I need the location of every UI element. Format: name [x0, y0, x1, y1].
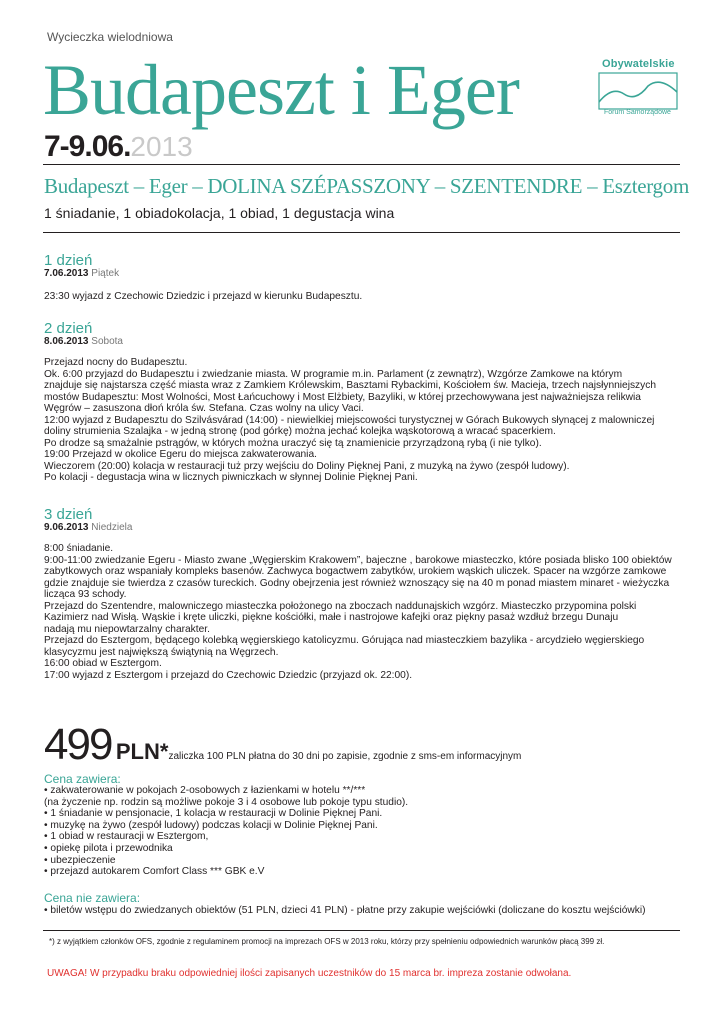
program-line: Po kolacji - degustacja wina w licznych piwniczkach w słynnej Dolinie Pięknej Pani.: [44, 472, 418, 483]
program-line: 12:00 wyjazd z Budapesztu do Szilvásvárad (14:00) - niewielkiej miejscowości turystycznej w Górach Bukowych słynącej z malowniczej: [44, 414, 655, 426]
program-line: 16:00 obiad w Esztergom.: [44, 658, 162, 669]
program-line: Przejazd do Esztergom, będącego kolebką węgierskiego katolicyzmu. Górująca nad miasteczkiem bazylika - arcydzieło węgierskiego: [44, 635, 645, 646]
trip-dates-main: 7-9.06.: [44, 130, 131, 163]
list-item: • biletów wstępu do zwiedzanych obiektów (51 PLN, dzieci 41 PLN) - płatne przy zakupie wejściówki (doliczane do kosztu wejściówki): [44, 905, 646, 916]
day-2-weekday: Sobota: [91, 336, 123, 347]
trip-dates-year: 2013: [130, 131, 193, 162]
program-line: Wieczorem (20:00) kolacja w restauracji tuż przy wejściu do Doliny Pięknej Pani, z muzyką na żywo (zespół ludowy).: [44, 460, 570, 472]
page-title: Budapeszt i Eger: [43, 50, 519, 130]
mountain-logo-icon: [598, 72, 678, 112]
list-item: • zakwaterowanie w pokojach 2-osobowych z łazienkami w hotelu **/***: [44, 785, 366, 796]
day-1-program: [44, 291, 684, 303]
day-2-heading: 2 dzień: [44, 320, 93, 337]
program-line: 19:00 Przejazd w okolice Egeru do miejsca zakwaterowania.: [44, 449, 317, 460]
day-3-date: [44, 522, 132, 533]
route-line: Budapeszt – Eger – DOLINA SZÉPASSZONY – SZENTENDRE – Esztergom: [44, 174, 689, 198]
day-2-program: [44, 357, 684, 484]
list-item: • opiekę pilota i przewodnika: [44, 842, 173, 854]
list-item: • przejazd autokarem Comfort Class *** GBK e.V: [44, 866, 265, 878]
route-divider: [43, 232, 680, 233]
program-line: zabytkowych oraz wspaniały kompleks basenów. Zachwyca bogactwem zabytków, urokiem wąskich uliczek. Spacer na wzgórze zamkowe: [44, 566, 667, 577]
header-divider: [43, 164, 680, 165]
program-line: licząca 93 schody.: [44, 589, 127, 600]
program-line: nadają mu niepowtarzalny charakter.: [44, 623, 210, 635]
program-line: Ok. 6:00 przyjazd do Budapesztu i zwiedzanie miasta. W programie m.in. Parlament (z zewnątrz), Wzgórze Zamkowe na którym: [44, 368, 623, 380]
day-3-weekday: Niedziela: [91, 522, 133, 533]
footnote: *) z wyjątkiem członków OFS, zgodnie z regulaminem promocji na imprezach OFS w 2013 roku, którzy przy spełnieniu odpowiednich warunków płacą 399 zł.: [49, 937, 605, 946]
program-line: 9:00-11:00 zwiedzanie Egeru - Miasto zwane „Węgierskim Krakowem”, bajeczne , barokowe miasteczko, które posiada blisko 100 obiektów: [44, 554, 672, 566]
list-item: • muzykę na żywo (zespół ludowy) podczas kolacji w Dolinie Pięknej Pani.: [44, 819, 378, 831]
trip-type-label: Wycieczka wielodniowa: [47, 30, 173, 44]
day-2-date: [44, 336, 123, 347]
list-item: (na życzenie np. rodzin są możliwe pokoje 3 i 4 osobowe lub pokoje typu studio).: [44, 796, 409, 808]
deposit-note: zaliczka 100 PLN płatna do 30 dni po zapisie, zgodnie z sms-em informacyjnym: [168, 751, 522, 762]
program-line: Po drodze są smażalnie pstrągów, w których można uraczyć się tą znamienicie przyrządzoną rybą (i nie tylko).: [44, 437, 542, 449]
program-line: 8:00 śniadanie.: [44, 543, 114, 554]
program-line: znajduje się najstarsza część miasta wraz z Zamkiem Królewskim, Basztami Rybackimi, Kościołem św. Macieja, trzech najsłynniejszych: [44, 380, 657, 391]
day-1-date: [44, 268, 119, 279]
price-block: [44, 720, 521, 770]
trip-dates: [44, 130, 193, 164]
program-line: 23:30 wyjazd z Czechowic Dziedzic i przejazd w kierunku Budapesztu.: [44, 291, 363, 302]
includes-list: [44, 785, 684, 878]
price-currency: PLN*: [115, 739, 169, 764]
logo-text-top: Obywatelskie: [602, 58, 675, 70]
program-line: gdzie znajduje sie twierdza z czasów tureckich. Godny obejrzenia jest również wznoszący się na 40 m ponad miastem minaret - wieżyczka: [44, 577, 670, 589]
list-item: • 1 obiad w restauracji w Esztergom,: [44, 831, 209, 843]
organizer-logo: [598, 58, 678, 122]
list-item: • ubezpieczenie: [44, 854, 116, 866]
day-1-date-value: 7.06.2013: [44, 268, 89, 279]
program-line: Węgrów – zasuszona dłoń króla św. Stefana. Czas wolny na ulicy Vaci.: [44, 403, 364, 414]
includes-heading: Cena zawiera:: [44, 772, 121, 786]
day-1-heading: 1 dzień: [44, 252, 93, 269]
program-line: klasycyzmu jest największą świątynią na Węgrzech.: [44, 646, 279, 658]
excludes-heading: Cena nie zawiera:: [44, 891, 141, 905]
day-3-date-value: 9.06.2013: [44, 522, 89, 533]
program-line: doliny strumienia Szalajka - w jedną stronę (pod górkę) można jechać kolejka wąskotorową a wracać spacerkiem.: [44, 426, 556, 437]
program-line: 17:00 wyjazd z Esztergom i przejazd do Czechowic Dziedzic (przyjazd ok. 22:00).: [44, 669, 413, 681]
cancellation-warning: UWAGA! W przypadku braku odpowiedniej ilości zapisanych uczestników do 15 marca br. impreza zostanie odwołana.: [47, 968, 572, 979]
day-3-heading: 3 dzień: [44, 506, 93, 523]
program-line: Przejazd do Szentendre, malowniczego miasteczka położonego na zboczach naddunajskich wzgórz. Miasteczko przypomina polski: [44, 600, 637, 612]
logo-text-bottom: Forum Samorządowe: [604, 109, 671, 116]
program-line: Przejazd nocny do Budapesztu.: [44, 357, 188, 368]
footer-divider: [43, 930, 680, 931]
price-amount: 499: [44, 720, 112, 769]
day-1-weekday: Piątek: [91, 268, 120, 279]
program-line: Kazimierz nad Wisłą. Wąskie i kręte uliczki, piękne kościółki, małe i nastrojowe kafejki oraz piękny pasaż wzdłuż brzegu Dunaju: [44, 612, 619, 623]
meals-summary: 1 śniadanie, 1 obiadokolacja, 1 obiad, 1 degustacja wina: [44, 205, 395, 221]
day-2-date-value: 8.06.2013: [44, 336, 89, 347]
list-item: • 1 śniadanie w pensjonacie, 1 kolacja w restauracji w Dolinie Pięknej Pani.: [44, 808, 383, 820]
program-line: mostów Budapesztu: Most Wolności, Most Łańcuchowy i Most Elżbiety, Bazyliki, w której przechowywana jest najważniejsza relikwia: [44, 391, 641, 403]
day-3-program: [44, 543, 684, 681]
excludes-list: [44, 905, 684, 917]
